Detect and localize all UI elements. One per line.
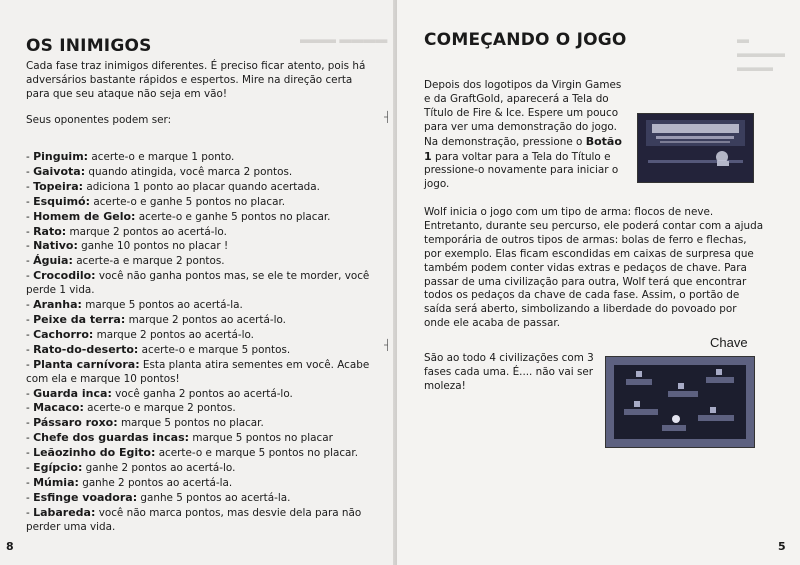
list-dash: - (26, 151, 34, 163)
intro-text: Cada fase traz inimigos diferentes. É preciso ficar atento, pois há adversários bastante rápidos e espertos. Mire na direção certa para que seu ataque não seja em vão! (26, 60, 366, 100)
list-dash: - (26, 299, 34, 312)
enemy-name: Peixe da terra: (33, 312, 126, 326)
list-dash: - (26, 225, 34, 238)
enemy-description: marque 5 pontos no placar (192, 432, 333, 445)
enemy-description: marque 2 pontos ao acertá-lo. (69, 225, 227, 238)
list-dash: - (26, 195, 34, 208)
enemy-item (26, 239, 374, 254)
enemy-name: Cachorro: (33, 327, 94, 341)
enemy-name: Rato: (33, 224, 67, 238)
enemy-name: Leãozinho do Egito: (33, 446, 156, 460)
enemy-name: Pássaro roxo: (33, 416, 118, 430)
enemy-item (26, 431, 374, 446)
enemy-description: quando atingida, você marca 2 pontos. (88, 165, 293, 178)
page-number-left: 8 (6, 540, 14, 553)
enemy-item (26, 358, 374, 387)
enemy-item (26, 343, 374, 358)
enemy-item (26, 269, 374, 298)
list-dash: - (26, 210, 34, 223)
gameplay-image (606, 357, 754, 447)
list-dash: - (26, 328, 34, 341)
enemy-description: você não ganha pontos mas, se ele te morder, você perde 1 vida. (26, 270, 370, 297)
enemy-name: Aranha: (33, 298, 82, 312)
chave-callout-label: Chave (710, 335, 748, 350)
enemy-description: ganhe 5 pontos ao acertá-la. (140, 491, 291, 504)
list-dash: - (26, 313, 34, 326)
list-dash: - (26, 255, 34, 268)
weapons-paragraph: Wolf inicia o jogo com um tipo de arma: flocos de neve. Entretanto, durante seu percurso, ele poderá contar com a ajuda temporária de outros tipos de armas: bolas de ferro e flechas, por exemplo. Elas ficam escondidas em caixas de surpresa que também podem conter vidas extras e pedaços de chave. Para passar de uma civilização para outra, Wolf terá que encontrar todos os pedaços da chave de cada fase. Assim, o portão de saída será aberto, simbolizando a liberdade do povoado por onde ele acaba de passar. (424, 206, 764, 330)
enemy-name: Gaivota: (33, 164, 86, 178)
enemy-description: marque 5 pontos no placar. (120, 417, 264, 430)
enemy-description: acerte-o e ganhe 5 pontos no placar. (138, 210, 331, 223)
enemy-description: você não marca pontos, mas desvie dela para não perder uma vida. (26, 506, 362, 533)
title-screen-image (638, 114, 753, 182)
enemy-description: acerte-o e marque 1 ponto. (91, 151, 235, 163)
right-page (397, 0, 800, 565)
title-screen-screenshot (637, 113, 754, 183)
enemy-item (26, 150, 374, 165)
list-dash: - (26, 240, 34, 253)
enemy-item (26, 506, 374, 535)
start-text-after: para voltar para a Tela do Título e pressione-o novamente para iniciar o jogo. (424, 150, 619, 191)
enemy-name: Crocodilo: (33, 269, 96, 283)
enemy-description: você ganha 2 pontos ao acertá-lo. (115, 387, 293, 400)
spine-crease-mark: ┤ (384, 340, 392, 351)
enemy-name: Esfinge voadora: (33, 490, 138, 504)
intro-paragraph (26, 60, 376, 128)
enemy-item (26, 254, 374, 269)
list-dash: - (26, 387, 34, 400)
enemy-item (26, 401, 374, 416)
enemy-item (26, 387, 374, 402)
enemy-name: Labareda: (33, 505, 96, 519)
enemy-description: ganhe 10 pontos no placar ! (81, 240, 229, 253)
enemy-name: Nativo: (33, 239, 78, 253)
enemy-name: Rato-do-deserto: (33, 342, 139, 356)
page-title-inimigos: OS INIMIGOS (26, 36, 152, 56)
enemy-name: Egípcio: (33, 461, 83, 475)
list-dash: - (26, 447, 34, 460)
enemy-name: Esquimó: (33, 194, 91, 208)
list-dash: - (26, 462, 34, 475)
enemy-description: adiciona 1 ponto ao placar quando acertada. (86, 180, 320, 193)
enemy-item (26, 416, 374, 431)
enemy-item (26, 225, 374, 240)
enemy-item (26, 446, 374, 461)
button-1-label: Botão 1 (424, 134, 622, 163)
enemy-name: Múmia: (33, 475, 79, 489)
start-text-before: Depois dos logotipos da Virgin Games e da GraftGold, aparecerá a Tela do Título de Fire & Ice. Espere um pouco para ver uma demonstração do jogo. Na demonstração, pressione o (424, 79, 622, 148)
enemy-item (26, 298, 374, 313)
enemy-description: acerte-o e marque 5 pontos no placar. (158, 447, 359, 460)
list-dash: - (26, 165, 34, 178)
spine-crease-mark: ┤ (384, 112, 392, 123)
lead-text: Seus oponentes podem ser: (26, 113, 172, 126)
list-dash: - (26, 270, 34, 283)
enemy-name: Chefe dos guardas incas: (33, 431, 190, 445)
enemy-name: Topeira: (33, 179, 84, 193)
enemy-name: Homem de Gelo: (33, 209, 136, 223)
enemy-description: acerte-o e ganhe 5 pontos no placar. (93, 195, 286, 208)
enemy-name: Guarda inca: (33, 386, 112, 400)
list-dash: - (26, 402, 34, 415)
list-dash: - (26, 180, 34, 193)
list-dash: - (26, 343, 34, 356)
enemy-item (26, 180, 374, 195)
enemy-name: Águia: (33, 254, 73, 268)
enemy-description: marque 2 pontos ao acertá-lo. (128, 313, 286, 326)
list-dash: - (26, 491, 34, 504)
page-number-right: 5 (778, 540, 786, 553)
list-dash: - (26, 476, 34, 489)
enemy-item (26, 165, 374, 180)
page-title-comecando: COMEÇANDO O JOGO (424, 30, 627, 50)
bleed-through-text: ▬▬▬ ▬▬▬▬ (300, 32, 388, 46)
enemy-item (26, 461, 374, 476)
gameplay-screenshot (605, 356, 755, 448)
left-page (0, 0, 397, 565)
enemy-description: acerte-o e marque 2 pontos. (87, 402, 236, 415)
enemy-description: acerte-o e marque 5 pontos. (141, 343, 291, 356)
civilizations-paragraph: São ao todo 4 civilizações com 3 fases cada uma. É.... não vai ser moleza! (424, 352, 594, 392)
enemy-item (26, 328, 374, 343)
enemy-item (26, 491, 374, 506)
enemy-description: marque 2 pontos ao acertá-lo. (96, 328, 254, 341)
list-dash: - (26, 432, 34, 445)
enemy-item (26, 195, 374, 210)
enemy-description: Esta planta atira sementes em você. Acabe com ela e marque 10 pontos! (26, 358, 370, 385)
enemy-name: Pinguim: (33, 150, 89, 163)
enemy-item (26, 210, 374, 225)
enemy-item (26, 476, 374, 491)
enemy-description: ganhe 2 pontos ao acertá-la. (82, 476, 233, 489)
list-dash: - (26, 417, 34, 430)
enemy-list (26, 150, 374, 535)
enemy-name: Planta carnívora: (33, 357, 140, 371)
enemy-description: marque 5 pontos ao acertá-la. (85, 299, 243, 312)
list-dash: - (26, 358, 34, 371)
enemy-item (26, 313, 374, 328)
enemy-description: ganhe 2 pontos ao acertá-lo. (85, 462, 236, 475)
enemy-name: Macaco: (33, 401, 84, 415)
enemy-description: acerte-a e marque 2 pontos. (76, 255, 225, 268)
start-paragraph (424, 79, 629, 192)
list-dash: - (26, 506, 34, 519)
bleed-through-text: ▬ ▬▬▬▬ ▬▬▬ (737, 32, 785, 74)
